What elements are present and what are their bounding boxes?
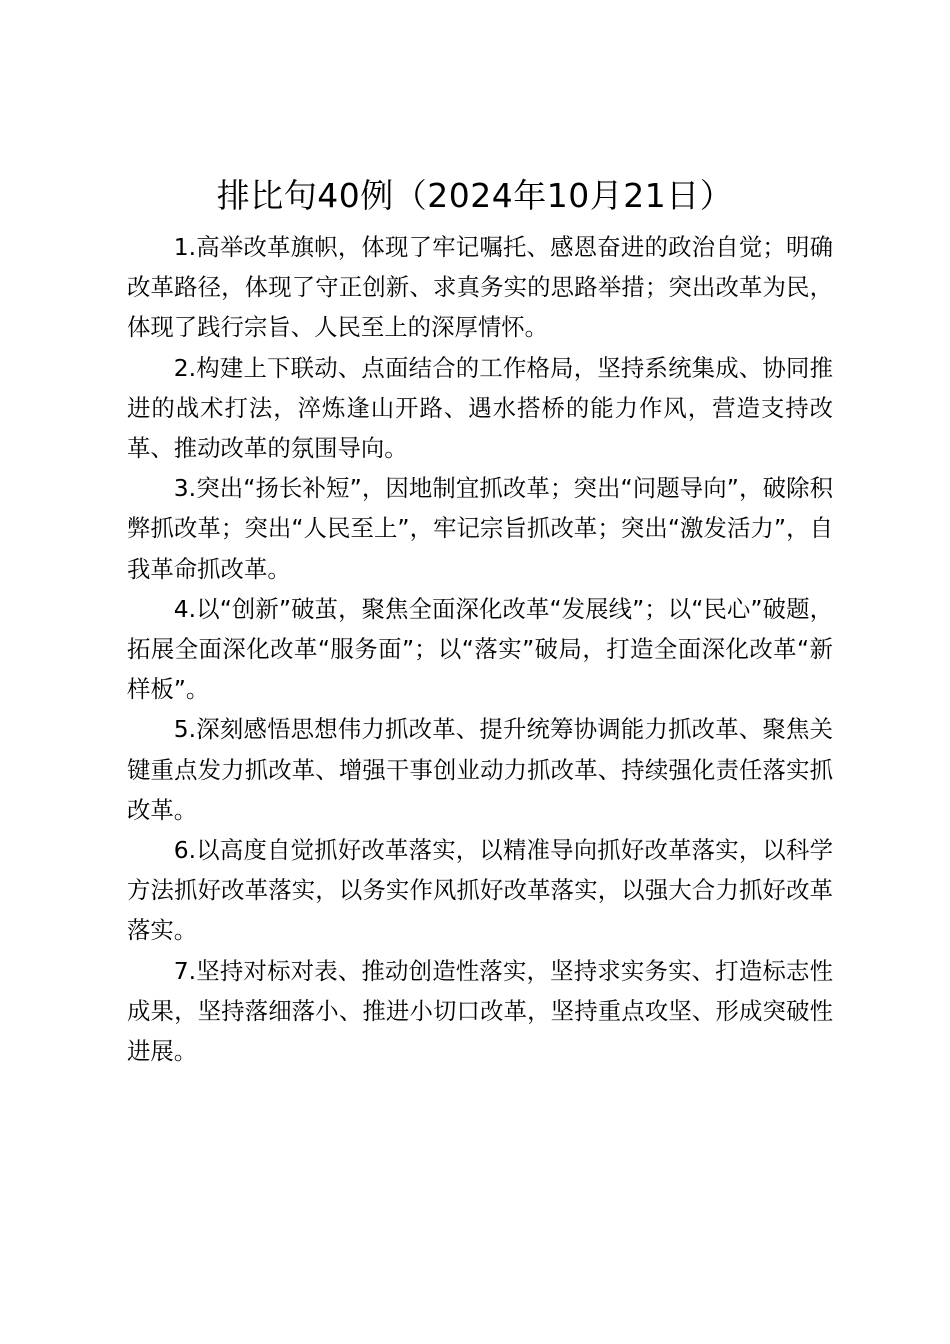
paragraph-7: 7.坚持对标对表、推动创造性落实，坚持求实务实、打造标志性成果，坚持落细落小、推进小切口改革，坚持重点攻坚、形成突破性进展。 [127,956,833,1066]
paragraph-4: 4.以“创新”破茧，聚焦全面深化改革“发展线”；以“民心”破题，拓展全面深化改革“服务面”；以“落实”破局，打造全面深化改革“新样板”。 [127,594,833,704]
document-title: 排比句40例（2024年10月21日） [216,176,734,215]
paragraph-1: 1.高举改革旗帜，体现了牢记嘱托、感恩奋进的政治自觉；明确改革路径，体现了守正创新、求真务实的思路举措；突出改革为民，体现了践行宗旨、人民至上的深厚情怀。 [127,233,833,342]
paragraph-6: 6.以高度自觉抓好改革落实，以精准导向抓好改革落实，以科学方法抓好改革落实，以务实作风抓好改革落实，以强大合力抓好改革落实。 [127,836,833,945]
paragraph-2: 2.构建上下联动、点面结合的工作格局，坚持系统集成、协同推进的战术打法，淬炼逢山开路、遇水搭桥的能力作风，营造支持改革、推动改革的氛围导向。 [127,353,833,463]
paragraph-3: 3.突出“扬长补短”，因地制宜抓改革；突出“问题导向”，破除积弊抓改革；突出“人民至上”，牢记宗旨抓改革；突出“激发活力”，自我革命抓改革。 [127,474,833,583]
paragraph-5: 5.深刻感悟思想伟力抓改革、提升统筹协调能力抓改革、聚焦关键重点发力抓改革、增强干事创业动力抓改革、持续强化责任落实抓改革。 [127,715,833,824]
document-body [127,227,833,1071]
